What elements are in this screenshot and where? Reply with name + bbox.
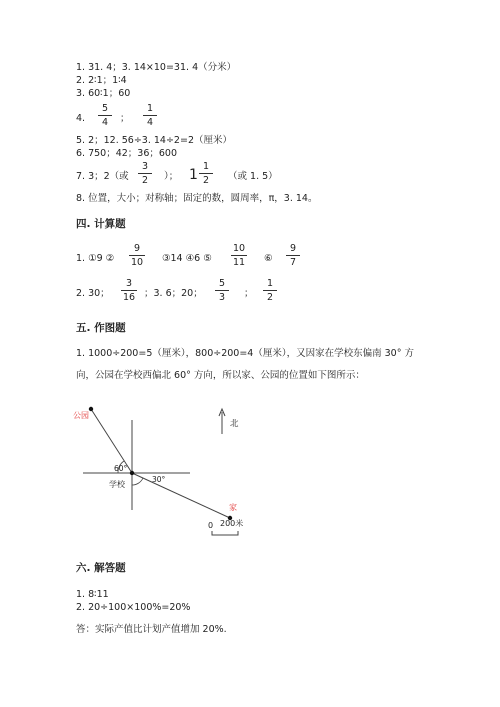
fraction-3-16: 3 16 <box>122 278 136 303</box>
school-point <box>130 471 134 475</box>
fraction-5-4: 5 4 <box>98 103 112 128</box>
fraction-1-2-b: 1 2 <box>263 278 277 303</box>
calc-row-2-part-a: 2. 30； <box>76 288 110 299</box>
fraction-5-3: 5 3 <box>215 278 229 303</box>
answer-line-7-suffix: （或 1. 5） <box>228 171 278 182</box>
answer-line-3: 3. 60∶1；60 <box>76 88 131 99</box>
calc-row-1-part-c: ⑥ <box>264 253 273 264</box>
answer-6-line-1: 1. 8∶11 <box>76 589 109 600</box>
fraction-10-11: 10 11 <box>232 243 246 268</box>
calc-row-1-part-b: ③14 ④6 ⑤ <box>162 253 212 264</box>
school-label: 学校 <box>109 480 125 489</box>
drawing-explanation-line-2: 向，公园在学校西偏北 60° 方向，所以家、公园的位置如下图所示： <box>76 370 365 381</box>
school-to-home-line <box>132 473 230 518</box>
fraction-1-2: 1 2 <box>199 161 213 186</box>
fraction-3-2: 3 2 <box>138 161 152 186</box>
section-heading-drawing: 五. 作图题 <box>76 322 126 334</box>
fraction-1-4: 1 4 <box>143 103 157 128</box>
mixed-number-whole: 1 <box>189 167 198 183</box>
calc-row-2-part-c: ； <box>244 288 254 299</box>
drawing-explanation-line-1: 1. 1000÷200=5（厘米），800÷200=4（厘米），又因家在学校东偏南 30° 方 <box>76 348 414 359</box>
answer-line-2: 2. 2∶1；1∶4 <box>76 75 127 86</box>
answer-line-4-separator: ； <box>120 113 130 124</box>
calc-row-2-part-b: ；3. 6；20； <box>144 288 203 299</box>
scale-zero-label: 0 <box>208 521 214 530</box>
answer-line-6: 6. 750；42；36；600 <box>76 148 178 159</box>
angle-30-arc <box>132 478 143 485</box>
angle-60-label: 60° <box>114 464 128 473</box>
answer-line-7-mid: ）； <box>164 171 179 182</box>
answer-line-1: 1. 31. 4；3. 14×10=31. 4（分米） <box>76 62 237 73</box>
answer-6-line-2: 2. 20÷100×100%=20% <box>76 602 191 613</box>
answer-line-5: 5. 2；12. 56÷3. 14÷2=2（厘米） <box>76 135 232 146</box>
answer-6-conclusion: 答：实际产值比计划产值增加 20%. <box>76 624 227 635</box>
answer-line-8: 8. 位置，大小；对称轴；固定的数，圆周率，π，3. 14。 <box>76 193 318 204</box>
north-label: 北 <box>230 419 239 429</box>
park-point <box>89 407 93 411</box>
home-label: 家 <box>229 503 237 512</box>
fraction-9-10: 9 10 <box>130 243 144 268</box>
calc-row-1-part-a: 1. ①9 ② <box>76 253 115 264</box>
scale-bar <box>212 531 238 535</box>
answer-line-4-prefix: 4. <box>76 113 86 124</box>
section-heading-answers: 六. 解答题 <box>76 562 126 574</box>
fraction-9-7: 9 7 <box>286 243 300 268</box>
park-label: 公园 <box>73 411 89 420</box>
scale-200m-label: 200米 <box>220 519 244 528</box>
angle-30-label: 30° <box>152 475 166 484</box>
section-heading-calculation: 四. 计算题 <box>76 218 126 230</box>
answer-line-7-prefix: 7. 3；2（或 <box>76 171 129 182</box>
